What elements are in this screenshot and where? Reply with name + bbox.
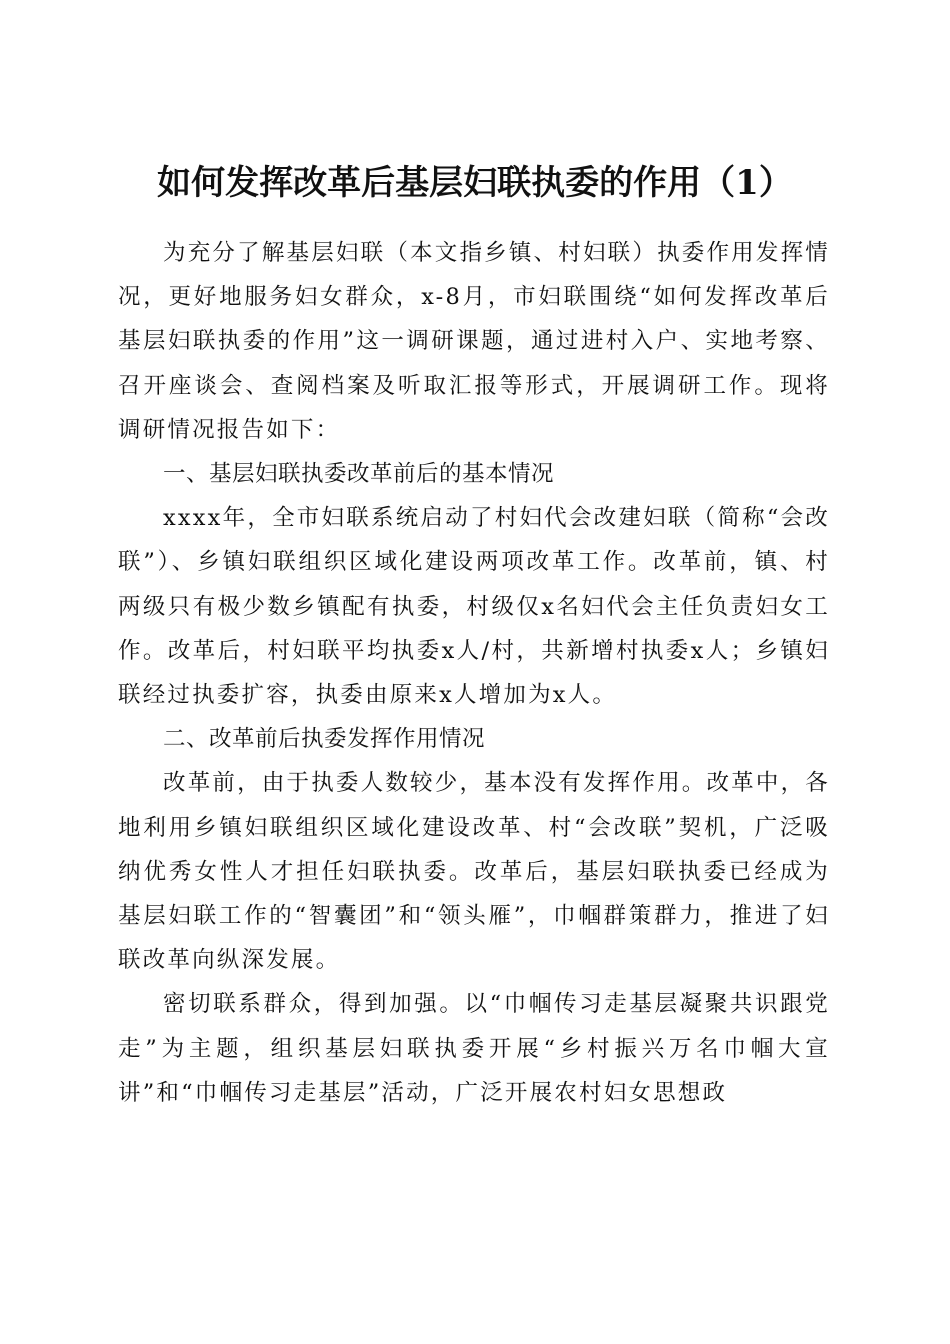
section-heading-2: 二、改革前后执委发挥作用情况 (163, 726, 486, 753)
section-1-paragraph: xxxx年，全市妇联系统启动了村妇代会改建妇联（简称“会改联”）、乡镇妇联组织区域化建设两项改革工作。改革前，镇、村两级只有极少数乡镇配有执委，村级仅x名妇代会主任负责妇女工作。改革后，村妇联平均执委x人/村，共新增村执委x人；乡镇妇联经过执委扩容，执委由原来x人增加为x人。 (118, 505, 830, 709)
document-body (118, 231, 830, 1115)
section-heading-1: 一、基层妇联执委改革前后的基本情况 (163, 461, 555, 488)
section-2-paragraph-1: 改革前，由于执委人数较少，基本没有发挥作用。改革中，各地利用乡镇妇联组织区域化建设改革、村“会改联”契机，广泛吸纳优秀女性人才担任妇联执委。改革后，基层妇联执委已经成为基层妇联工作的“智囊团”和“领头雁”，巾帼群策群力，推进了妇联改革向纵深发展。 (118, 770, 830, 974)
document-title: 如何发挥改革后基层妇联执委的作用（1） (157, 162, 793, 203)
intro-paragraph: 为充分了解基层妇联（本文指乡镇、村妇联）执委作用发挥情况，更好地服务妇女群众，x-8月，市妇联围绕“如何发挥改革后基层妇联执委的作用”这一调研课题，通过进村入户、实地考察、召开座谈会、查阅档案及听取汇报等形式，开展调研工作。现将调研情况报告如下： (118, 240, 830, 443)
section-2-paragraph-2: 密切联系群众，得到加强。以“巾帼传习走基层凝聚共识跟党走”为主题，组织基层妇联执委开展“乡村振兴万名巾帼大宣讲”和“巾帼传习走基层”活动，广泛开展农村妇女思想政 (118, 991, 830, 1106)
